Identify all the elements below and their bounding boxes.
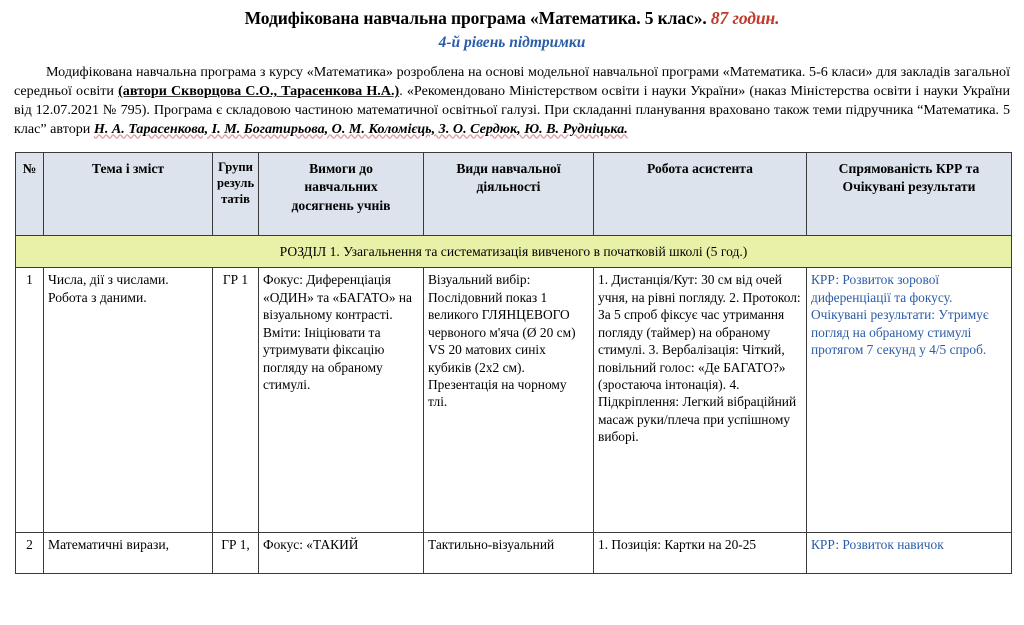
- table-section-row: [16, 236, 1012, 268]
- column-header-krr-line2: Очікувані результати: [842, 179, 976, 195]
- column-header-krr: [807, 153, 1012, 236]
- program-table: [15, 152, 1012, 574]
- page-title: [12, 8, 1012, 30]
- row-krr: КРР: Розвиток зорової диференціації та фокусу. Очікувані результати: Утримує погляд на обраному стимулі протягом 7 секунд у 4/5 спроб.: [807, 268, 1012, 533]
- column-header-activities-line2: діяльності: [476, 179, 541, 195]
- column-header-activities-line1: Види навчальної: [456, 161, 561, 177]
- column-header-result-groups-line3: татів: [221, 191, 250, 206]
- program-table-container: [12, 152, 1012, 574]
- row-result-group: ГР 1,: [213, 533, 259, 574]
- row-number: 1: [16, 268, 44, 533]
- column-header-requirements-line1: Вимоги до: [309, 161, 373, 177]
- page-subtitle: 4-й рівень підтримки: [438, 33, 586, 51]
- column-header-assistant-work: Робота асистента: [594, 153, 807, 236]
- column-header-result-groups-line1: Групи: [218, 160, 253, 175]
- row-activities: Візуальний вибір: Послідовний показ 1 великого ГЛЯНЦЕВОГО червоного м'яча (Ø 20 см) VS 20 матових синіх кубиків (2х2 см). Презентація на чорному тлі.: [424, 268, 594, 533]
- row-assistant: 1. Позиція: Картки на 20-25: [594, 533, 807, 574]
- row-result-group: ГР 1: [213, 268, 259, 533]
- page-title-main: Модифікована навчальна програма «Математика. 5 клас».: [244, 8, 707, 28]
- column-header-number: №: [16, 153, 44, 236]
- column-header-requirements: [259, 153, 424, 236]
- row-activities: Тактильно-візуальний: [424, 533, 594, 574]
- page-title-hours: 87 годин.: [710, 8, 780, 28]
- column-header-result-groups-line2: резуль: [217, 176, 255, 191]
- table-row: [16, 268, 1012, 533]
- row-requirements: Фокус: «ТАКИЙ: [259, 533, 424, 574]
- row-assistant: 1. Дистанція/Кут: 30 см від очей учня, на рівні погляду. 2. Протокол: За 5 спроб фіксує час утримання погляду (таймер) на обраному стимулі. 3. Вербалізація: Чіткий, повільний голос: «Де БАГАТО?» (зростаюча інтонація). 4. Підкріплення: Легкий вібраційний масаж руки/плеча при успішному виборі.: [594, 268, 807, 533]
- table-header-row: [16, 153, 1012, 236]
- intro-program-authors: (автори Скворцова С.О., Тарасенкова Н.А.): [118, 83, 400, 100]
- column-header-krr-line1: Спрямованість КРР та: [838, 161, 980, 177]
- row-theme: Математичні вирази,: [44, 533, 213, 574]
- row-theme: Числа, дії з числами. Робота з даними.: [44, 268, 213, 533]
- row-krr: КРР: Розвиток навичок: [807, 533, 1012, 574]
- intro-paragraph: [12, 63, 1012, 138]
- section-title: РОЗДІЛ 1. Узагальнення та систематизація вивченого в початковій школі (5 год.): [16, 236, 1012, 268]
- row-requirements: Фокус: Диференціація «ОДИН» та «БАГАТО» на візуальному контрасті. Вміти: Ініціювати та утримувати фіксацію погляду на обраному стимулі.: [259, 268, 424, 533]
- column-header-requirements-line3: досягнень учнів: [291, 197, 391, 213]
- column-header-requirements-line2: навчальних: [304, 179, 378, 195]
- intro-textbook-authors: Н. А. Тарасенкова, І. М. Богатирьова, О. М. Коломієць, З. О. Сердюк, Ю. В. Рудніцька.: [93, 120, 628, 137]
- intro-part-1: Модифікована навчальна програма з курсу «Математика» розроблена на основі модельної навчальної програми «Математика. 5-6 класи» для закладів загальної середньої освіти: [14, 64, 1010, 100]
- intro-part-2: . «Рекомендовано Міністерством освіти і науки України» (наказ Міністерства освіти і науки України від 12.07.2021 № 795). Програма є складовою частиною математичної освітньої галузі. При складанні планування враховано також теми підручника “Математика. 5 клас” автори: [14, 83, 1010, 137]
- table-row: [16, 533, 1012, 574]
- row-number: 2: [16, 533, 44, 574]
- column-header-theme: Тема і зміст: [44, 153, 213, 236]
- column-header-activities: [424, 153, 594, 236]
- column-header-result-groups: [213, 153, 259, 236]
